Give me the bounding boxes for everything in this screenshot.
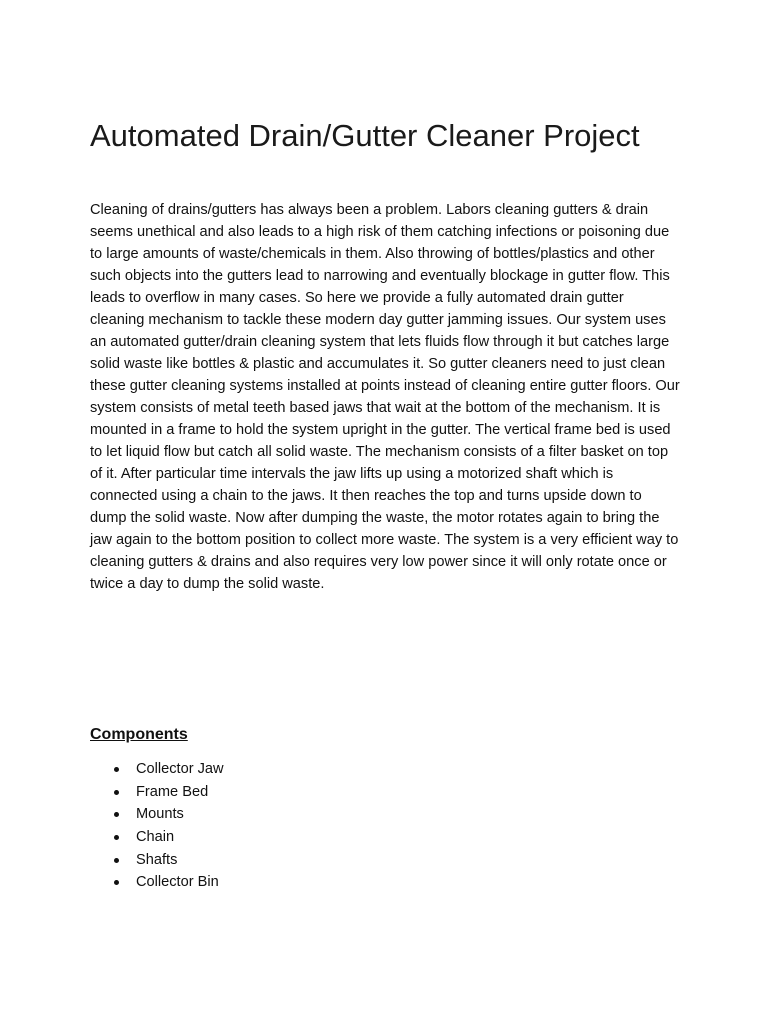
- components-list: [90, 758, 224, 894]
- bullet-icon: [114, 767, 119, 772]
- list-item-label: Collector Jaw: [136, 761, 224, 777]
- list-item: [90, 781, 224, 804]
- components-heading: Components: [90, 726, 188, 743]
- list-item: [90, 758, 224, 781]
- bullet-icon: [114, 835, 119, 840]
- bullet-icon: [114, 880, 119, 885]
- page-title: Automated Drain/Gutter Cleaner Project: [90, 118, 640, 153]
- list-item: [90, 826, 224, 849]
- list-item: [90, 849, 224, 872]
- list-item: [90, 803, 224, 826]
- list-item-label: Mounts: [136, 806, 184, 823]
- bullet-icon: [114, 858, 119, 863]
- list-item-label: Collector Bin: [136, 874, 219, 891]
- list-item: [90, 871, 224, 894]
- body-paragraph: Cleaning of drains/gutters has always been a problem. Labors cleaning gutters & drain seems unethical and also leads to a high risk of them catching infections or poisoning due to large amounts of waste/chemicals in them. Also throwing of bottles/plastics and other such objects into the gutters lead to narrowing and eventually blockage in gutter flow. This leads to overflow in many cases. So here we provide a fully automated drain gutter cleaning mechanism to tackle these modern day gutter jamming issues. Our system uses an automated gutter/drain cleaning system that lets fluids flow through it but catches large solid waste like bottles & plastic and accumulates it. So gutter cleaners need to just clean these gutter cleaning systems installed at points instead of cleaning entire gutter floors. Our system consists of metal teeth based jaws that wait at the bottom of the mechanism. It is mounted in a frame to hold the system upright in the gutter. The vertical frame bed is used to let liquid flow but catch all solid waste. The mechanism consists of a filter basket on top of it. After particular time intervals the jaw lifts up using a motorized shaft which is connected using a chain to the jaws. It then reaches the top and turns upside down to dump the solid waste. Now after dumping the waste, the motor rotates again to bring the jaw again to the bottom position to collect more waste. The system is a very efficient way to cleaning gutters & drains and also requires very low power since it will only rotate once or twice a day to dump the solid waste.: [90, 202, 680, 592]
- list-item-label: Frame Bed: [136, 783, 209, 800]
- list-item-label: Chain: [136, 829, 175, 846]
- bullet-icon: [114, 812, 119, 817]
- bullet-icon: [114, 790, 119, 795]
- list-item-label: Shafts: [136, 851, 178, 868]
